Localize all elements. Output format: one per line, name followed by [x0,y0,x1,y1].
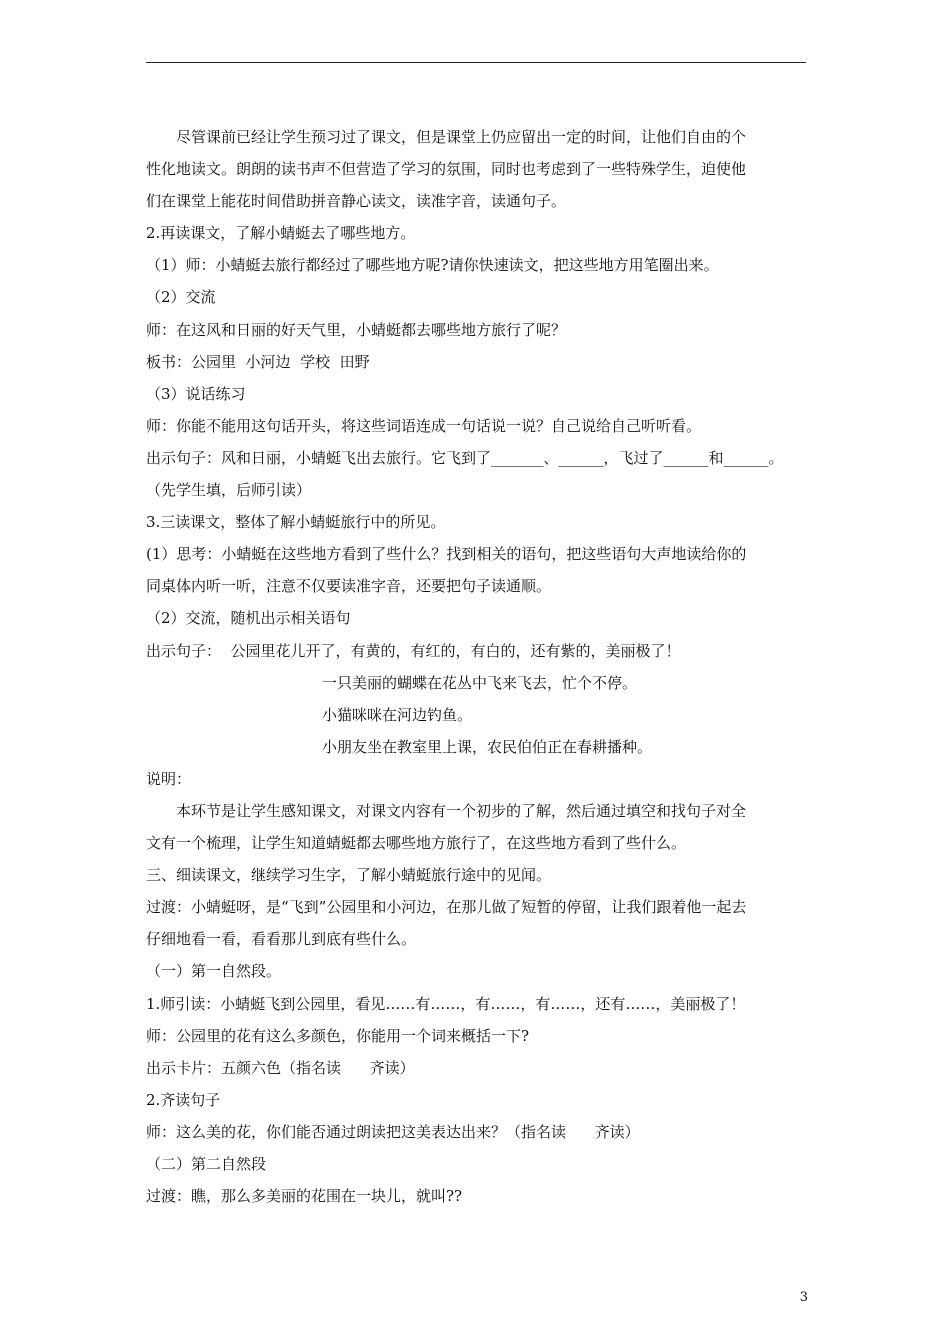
text-line: 文有一个梳理，让学生知道蜻蜓都去哪些地方旅行了，在这些地方看到了些什么。 [146,834,687,853]
text-line: 三、细读课文，继续学习生字，了解小蜻蜓旅行途中的见闻。 [146,866,552,885]
text-line: 师：在这风和日丽的好天气里，小蜻蜓都去哪些地方旅行了呢？ [146,320,567,339]
text-line: 板书：公园里 小河边 学校 田野 [146,352,370,371]
text-line: 2.再读课文，了解小蜻蜓去了哪些地方。 [146,224,416,243]
text-line: 出示句子： 公园里花儿开了，有黄的，有红的，有白的，还有紫的，美丽极了！ [146,641,681,660]
text-line: 出示句子：风和日丽，小蜻蜓飞出去旅行。它飞到了_______、______，飞过了______和______。 [146,448,784,467]
header-rule [146,62,806,63]
text-line: 师：公园里的花有这么多颜色，你能用一个词来概括一下? [146,1026,530,1045]
text-line: 师：你能不能用这句话开头，将这些词语连成一句话说一说？自己说给自己听听看。 [146,416,702,435]
page-number: 3 [799,1290,808,1305]
document-body [146,121,810,1212]
text-line: （3）说话练习 [146,384,246,403]
text-line: (1）思考：小蜻蜓在这些地方看到了些什么？找到相关的语句，把这些语句大声地读给你的 [146,545,747,564]
text-line: 出示卡片：五颜六色（指名读 齐读） [146,1058,415,1077]
text-line: 一只美丽的蝴蝶在花丛中飞来飞去，忙个不停。 [322,673,638,692]
text-line: （先学生填，后师引读） [146,481,312,500]
text-line: 3.三读课文，整体了解小蜻蜓旅行中的所见。 [146,513,446,532]
text-line: 小猫咪咪在河边钓鱼。 [322,705,473,724]
text-line: 1.师引读：小蜻蜓飞到公园里，看见……有……，有……，有……，还有……，美丽极了！ [146,994,746,1013]
text-line: （2）交流 [146,288,216,307]
text-line: 师：这么美的花，你们能否通过朗读把这美表达出来？（指名读 齐读） [146,1122,640,1141]
text-line: （一）第一自然段。 [146,962,282,981]
text-line: 小朋友坐在教室里上课，农民伯伯正在春耕播种。 [322,737,653,756]
text-line: （1）师：小蜻蜓去旅行都经过了哪些地方呢?请你快速读文，把这些地方用笔圈出来。 [146,256,719,275]
text-line: 仔细地看一看，看看那儿到底有些什么。 [146,930,417,949]
text-line: 本环节是让学生感知课文，对课文内容有一个初步的了解，然后通过填空和找句子对全 [176,801,747,820]
text-line: 过渡：瞧，那么多美丽的花围在一块儿，就叫?? [146,1187,463,1206]
text-line: 性化地读文。朗朗的读书声不但营造了学习的氛围，同时也考虑到了一些特殊学生，迫使他 [146,160,747,179]
text-line: 2.齐读句子 [146,1090,221,1109]
text-line: 同桌体内听一听，注意不仅要读准字音，还要把句子读通顺。 [146,577,552,596]
text-line: 尽管课前已经让学生预习过了课文，但是课堂上仍应留出一定的时间，让他们自由的个 [176,128,747,146]
text-line: 过渡：小蜻蜓呀，是“飞到”公园里和小河边，在那儿做了短暂的停留，让我们跟着他一起去 [146,898,747,917]
text-line: 说明： [146,769,192,788]
text-line: 们在课堂上能花时间借助拼音静心读文，读准字音，读通句子。 [146,192,567,211]
text-line: （二）第二自然段 [146,1155,267,1173]
text-line: （2）交流，随机出示相关语句 [146,609,351,628]
